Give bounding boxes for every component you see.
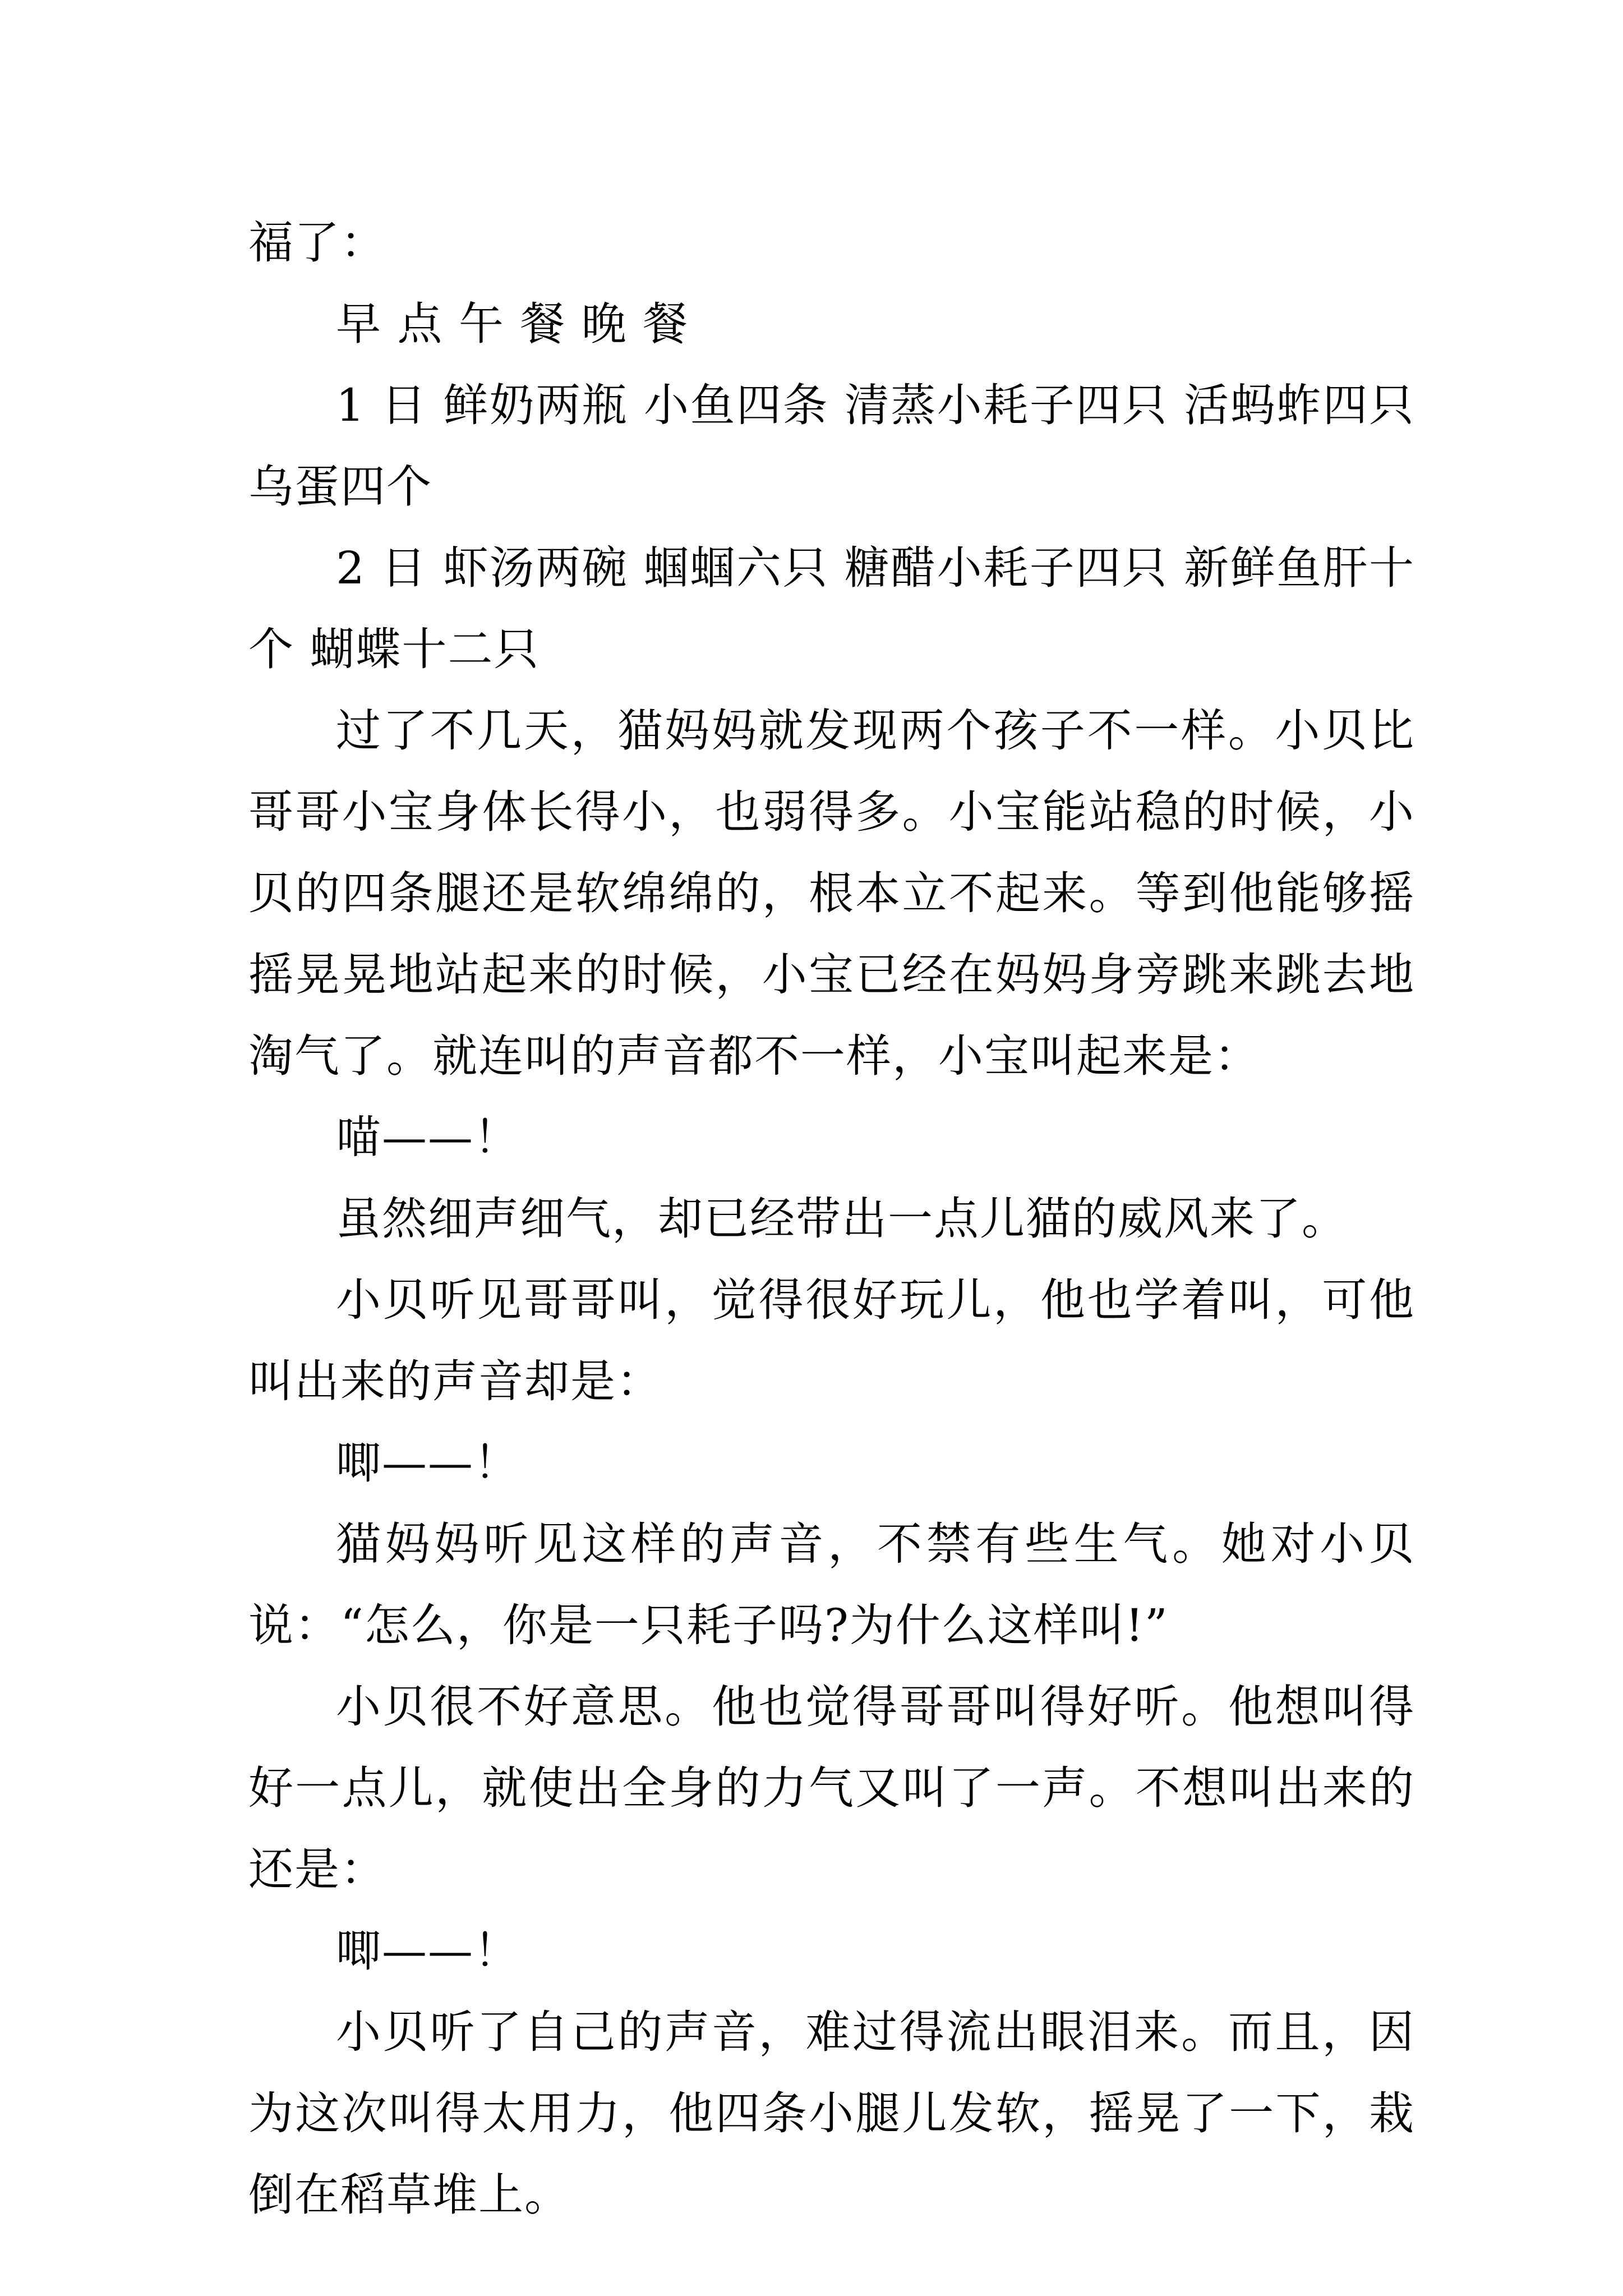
paragraph-1: 福了： — [248, 217, 386, 269]
body-text — [248, 202, 1415, 2235]
paragraph-2: 早 点 午 餐 晚 餐 — [336, 298, 689, 350]
paragraph-13: 小贝听了自己的声音，难过得流出眼泪来。而且，因为这次叫得太用力，他四条小腿儿发软，摇晃了一下，栽倒在稻草堆上。 — [248, 2006, 1415, 2221]
paragraph-9: 唧——！ — [336, 1437, 520, 1489]
paragraph-6: 喵——！ — [336, 1111, 520, 1163]
paragraph-7: 虽然细声细气，却已经带出一点儿猫的威风来了。 — [336, 1193, 1348, 1245]
paragraph-8: 小贝听见哥哥叫，觉得很好玩儿，他也学着叫，可他叫出来的声音却是： — [248, 1274, 1415, 1407]
paragraph-11: 小贝很不好意思。他也觉得哥哥叫得好听。他想叫得好一点儿，就使出全身的力气又叫了一声。不想叫出来的还是： — [248, 1681, 1415, 1895]
paragraph-12: 唧——！ — [336, 1925, 520, 1977]
paragraph-4: 2 日 虾汤两碗 蝈蝈六只 糖醋小耗子四只 新鲜鱼肝十个 蝴蝶十二只 — [248, 542, 1415, 675]
paragraph-10: 猫妈妈听见这样的声音，不禁有些生气。她对小贝说：“怎么，你是一只耗子吗?为什么这样叫!” — [248, 1518, 1415, 1651]
paragraph-5: 过了不几天，猫妈妈就发现两个孩子不一样。小贝比哥哥小宝身体长得小，也弱得多。小宝能站稳的时候，小贝的四条腿还是软绵绵的，根本立不起来。等到他能够摇摇晃晃地站起来的时候，小宝已经在妈妈身旁跳来跳去地淘气了。就连叫的声音都不一样，小宝叫起来是： — [248, 705, 1415, 1082]
paragraph-3: 1 日 鲜奶两瓶 小鱼四条 清蒸小耗子四只 活蚂蚱四只 乌蛋四个 — [248, 379, 1415, 513]
